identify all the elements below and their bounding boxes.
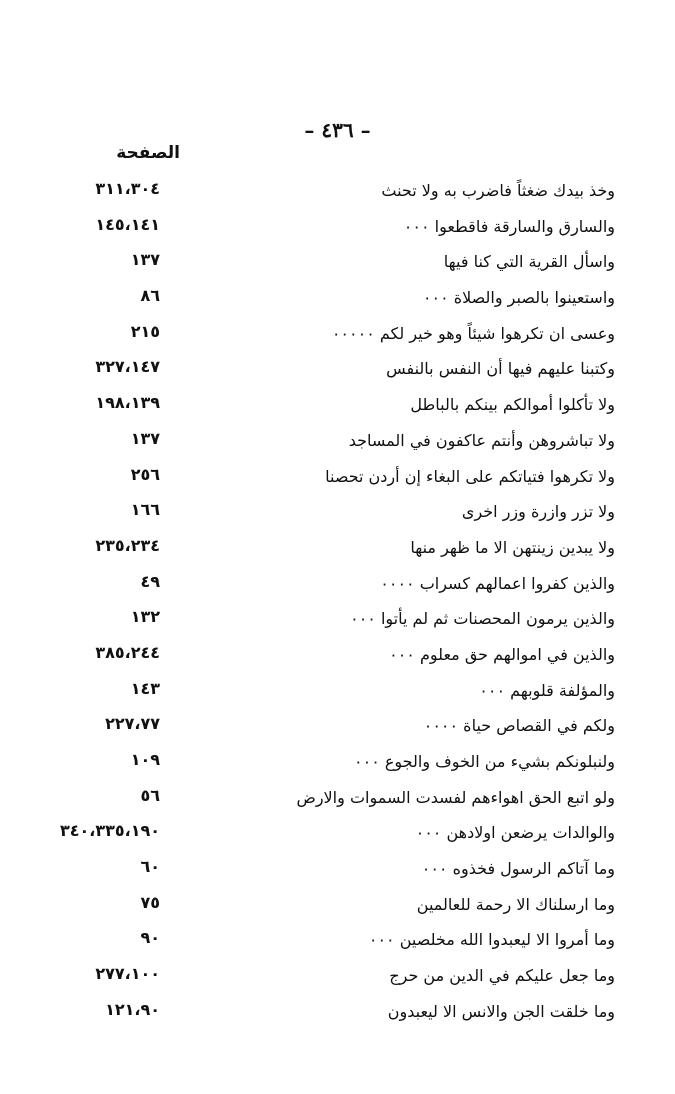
page-references: ٥٦ bbox=[140, 785, 160, 805]
verse-text: والذين في اموالهم حق معلوم ٠٠٠ bbox=[389, 644, 615, 664]
page-references: ١٣٧ bbox=[130, 250, 160, 270]
page-references: ٦٠ bbox=[140, 857, 160, 877]
page-references: ٤٩ bbox=[140, 571, 160, 591]
verse-text: واسأل القرية التي كنا فيها bbox=[443, 252, 615, 272]
verse-text: ولنبلونكم بشيء من الخوف والجوع ٠٠٠ bbox=[354, 752, 615, 771]
verse-text: ولا تكرهوا فتياتكم على البغاء إن أردن تحصنا bbox=[325, 466, 615, 486]
verse-index-list bbox=[0, 174, 675, 1031]
index-entry bbox=[0, 495, 675, 531]
index-entry bbox=[0, 995, 675, 1031]
page-references: ٩٠ bbox=[140, 928, 160, 948]
index-entry bbox=[0, 388, 675, 424]
index-entry bbox=[0, 709, 675, 745]
page-references: ٣٢٧،١٤٧ bbox=[95, 357, 160, 377]
index-entry bbox=[0, 781, 675, 817]
page-references: ٨٦ bbox=[140, 286, 160, 306]
verse-text: وما خلقت الجن والانس الا ليعبدون bbox=[387, 1001, 615, 1021]
verse-text: والوالدات يرضعن اولادهن ٠٠٠ bbox=[415, 823, 615, 843]
page-references: ١٤٣ bbox=[130, 678, 160, 698]
page-references: ١٣٧ bbox=[130, 428, 160, 448]
index-entry bbox=[0, 352, 675, 388]
verse-text: وخذ بيدك ضغثاً فاضرب به ولا تحنث bbox=[381, 181, 615, 200]
verse-text: والذين كفروا اعمالهم كسراب ٠٠٠٠ bbox=[380, 573, 615, 593]
index-entry bbox=[0, 460, 675, 496]
index-entry bbox=[0, 174, 675, 210]
index-entry bbox=[0, 531, 675, 567]
verse-text: ولو اتبع الحق اهواءهم لفسدت السموات والارض bbox=[296, 787, 615, 807]
verse-text: والمؤلفة قلوبهم ٠٠٠ bbox=[479, 680, 615, 700]
page-references: ٢١٥ bbox=[130, 321, 160, 341]
index-entry bbox=[0, 281, 675, 317]
page-references: ١٢١،٩٠ bbox=[105, 999, 160, 1019]
page-references: ١٩٨،١٣٩ bbox=[95, 393, 160, 413]
index-entry bbox=[0, 424, 675, 460]
verse-text: واستعينوا بالصبر والصلاة ٠٠٠ bbox=[422, 288, 615, 308]
verse-text: وما ارسلناك الا رحمة للعالمين bbox=[416, 894, 615, 914]
page-references: ١٦٦ bbox=[130, 500, 160, 520]
verse-text: ولا تزر وازرة وزر اخرى bbox=[461, 502, 615, 522]
verse-text: ولا تباشروهن وأنتم عاكفون في المساجد bbox=[348, 430, 615, 450]
index-entry bbox=[0, 745, 675, 781]
page-references: ٧٥ bbox=[140, 892, 160, 912]
page-references: ١٠٩ bbox=[130, 750, 160, 769]
index-entry bbox=[0, 816, 675, 852]
page-references: ١٤٥،١٤١ bbox=[95, 214, 160, 234]
page-column-header: الصفحة bbox=[116, 143, 180, 163]
index-entry bbox=[0, 888, 675, 924]
index-entry bbox=[0, 674, 675, 710]
verse-text: وما آتاكم الرسول فخذوه ٠٠٠ bbox=[421, 859, 615, 879]
index-entry bbox=[0, 923, 675, 959]
page-references: ٢٣٥،٢٣٤ bbox=[95, 535, 160, 555]
verse-text: والسارق والسارقة فاقطعوا ٠٠٠ bbox=[403, 216, 615, 236]
index-entry bbox=[0, 567, 675, 603]
index-entry bbox=[0, 210, 675, 246]
page-references: ٢٢٧،٧٧ bbox=[105, 714, 160, 734]
page-references: ٢٧٧،١٠٠ bbox=[95, 964, 160, 984]
verse-text: والذين يرمون المحصنات ثم لم يأتوا ٠٠٠ bbox=[350, 609, 615, 629]
page-references: ٣١١،٣٠٤ bbox=[95, 179, 160, 198]
page-references: ٣٤٠،٣٣٥،١٩٠ bbox=[59, 821, 160, 841]
verse-text: ولا تأكلوا أموالكم بينكم بالباطل bbox=[410, 395, 615, 415]
page-number: – ٤٣٦ – bbox=[304, 118, 371, 142]
verse-text: وما أمروا الا ليعبدوا الله مخلصين ٠٠٠ bbox=[368, 930, 615, 950]
verse-text: وعسى ان تكرهوا شيئاً وهو خير لكم ٠٠٠٠٠ bbox=[331, 323, 615, 343]
page-references: ١٣٢ bbox=[130, 607, 160, 627]
verse-text: ولكم في القصاص حياة ٠٠٠٠ bbox=[423, 716, 615, 736]
index-entry bbox=[0, 317, 675, 353]
index-entry bbox=[0, 245, 675, 281]
index-entry bbox=[0, 602, 675, 638]
verse-text: وما جعل عليكم في الدين من حرج bbox=[389, 966, 615, 986]
page-references: ٣٨٥،٢٤٤ bbox=[95, 642, 160, 662]
index-entry bbox=[0, 852, 675, 888]
page-references: ٢٥٦ bbox=[130, 464, 160, 484]
index-entry bbox=[0, 638, 675, 674]
verse-text: وكتبنا عليهم فيها أن النفس بالنفس bbox=[386, 359, 615, 379]
verse-text: ولا يبدين زينتهن الا ما ظهر منها bbox=[410, 537, 615, 557]
index-entry bbox=[0, 959, 675, 995]
